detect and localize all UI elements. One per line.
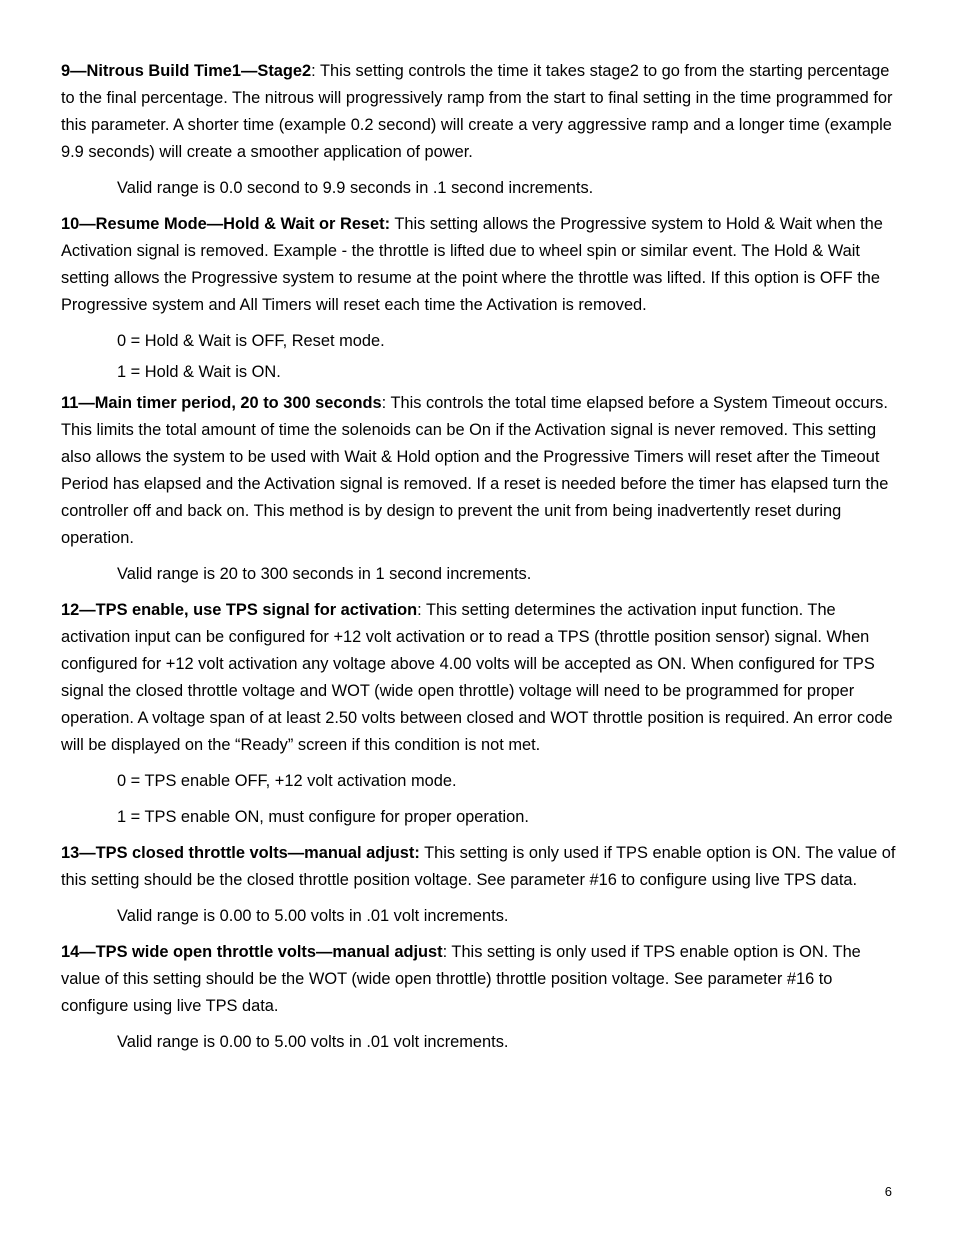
section-9-sep: :	[311, 62, 316, 80]
section-12-body: This setting determines the activation input function. The activation input can be configured for +12 volt activation or to read a TPS (throttle position sensor) signal. When configured for +12 volt activation any voltage above 4.00 volts will be accepted as ON. When configured for TPS signal the closed throttle voltage and WOT (wide open throttle) voltage will need to be programmed for proper operation. A voltage span of at least 2.50 volts between closed and WOT throttle position is required. An error code will be displayed on the “Ready” screen if this condition is not met.	[61, 601, 893, 754]
section-12-sep: :	[417, 601, 422, 619]
section-12-item-1: 0 = TPS enable OFF, +12 volt activation mode.	[117, 772, 457, 790]
section-13-title: 13—TPS closed throttle volts—manual adjust:	[61, 844, 420, 862]
section-12	[61, 597, 897, 759]
section-11-item-1: Valid range is 20 to 300 seconds in 1 second increments.	[117, 565, 532, 583]
section-13-body: This setting is only used if TPS enable option is ON. The value of this setting should be the closed throttle position voltage. See parameter #16 to configure using live TPS data.	[61, 844, 896, 889]
section-14-title: 14—TPS wide open throttle volts—manual adjust	[61, 943, 443, 961]
section-14	[61, 939, 897, 1020]
section-14-item-1: Valid range is 0.00 to 5.00 volts in .01 volt increments.	[117, 1033, 509, 1051]
section-10	[61, 211, 897, 319]
section-14-body: This setting is only used if TPS enable option is ON. The value of this setting should be the WOT (wide open throttle) throttle position voltage. See parameter #16 to configure using live TPS data.	[61, 943, 861, 1015]
document-page	[61, 58, 897, 1065]
section-13	[61, 840, 897, 894]
section-11	[61, 390, 897, 552]
section-9	[61, 58, 897, 166]
page-number: 6	[884, 1184, 892, 1199]
section-9-item-1: Valid range is 0.0 second to 9.9 seconds in .1 second increments.	[117, 179, 594, 197]
section-14-sep: :	[442, 943, 448, 961]
section-10-item-1: 0 = Hold & Wait is OFF, Reset mode.	[117, 332, 385, 350]
section-9-title: 9—Nitrous Build Time1—Stage2	[61, 62, 312, 80]
section-11-body: This controls the total time elapsed before a System Timeout occurs. This limits the total amount of time the solenoids can be On if the Activation signal is never removed. This setting also allows the system to be used with Wait & Hold option and the Progressive Timers will reset after the Timeout Period has elapsed and the Activation signal is removed. If a reset is needed before the timer has elapsed turn the controller off and back on. This method is by design to prevent the unit from being inadvertently reset during operation.	[61, 394, 889, 547]
section-9-body: This setting controls the time it takes stage2 to go from the starting percentage to the final percentage. The nitrous will progressively ramp from the start to final setting in the time programmed for this parameter. A shorter time (example 0.2 second) will create a very aggressive ramp and a longer time (example 9.9 seconds) will create a smoother application of power.	[61, 62, 893, 161]
section-10-body: This setting allows the Progressive system to Hold & Wait when the Activation signal is removed. Example - the throttle is lifted due to wheel spin or similar event. The Hold & Wait setting allows the Progressive system to resume at the point where the throttle was lifted. If this option is OFF the Progressive system and All Timers will reset each time the Activation is removed.	[61, 215, 883, 314]
section-12-item-2: 1 = TPS enable ON, must configure for proper operation.	[117, 808, 529, 826]
section-12-title: 12—TPS enable, use TPS signal for activation	[61, 601, 418, 619]
section-10-item-2: 1 = Hold & Wait is ON.	[117, 363, 281, 381]
section-10-title: 10—Resume Mode—Hold & Wait or Reset:	[61, 215, 391, 233]
section-13-item-1: Valid range is 0.00 to 5.00 volts in .01 volt increments.	[117, 907, 509, 925]
section-11-sep: :	[381, 394, 387, 412]
section-11-title: 11—Main timer period, 20 to 300 seconds	[61, 394, 382, 412]
